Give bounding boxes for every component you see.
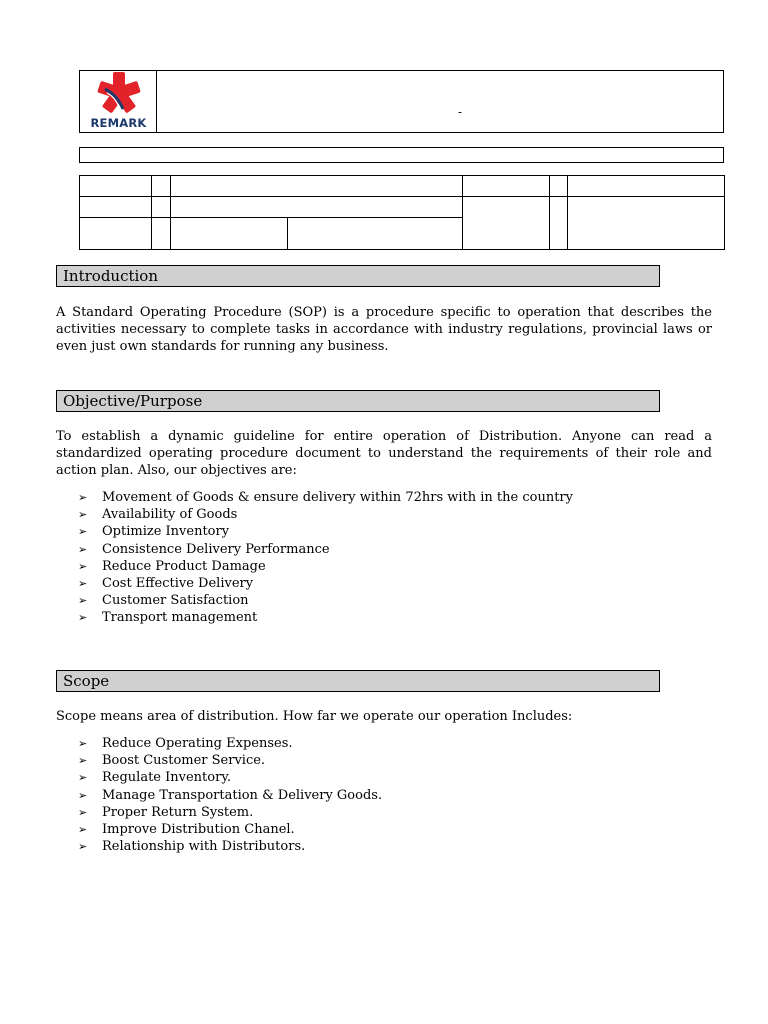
list-item: ➢ Cost Effective Delivery [78, 575, 254, 591]
meta-cell [80, 218, 152, 250]
logo-text: REMARK [90, 116, 147, 130]
scope-paragraph: Scope means area of distribution. How far we operate our operation Includes: [56, 709, 573, 724]
arrow-bullet-icon: ➢ [78, 576, 88, 590]
list-item: ➢ Improve Distribution Chanel. [78, 821, 295, 837]
arrow-bullet-icon: ➢ [78, 491, 88, 504]
meta-cell [550, 197, 568, 250]
objective-paragraph: To establish a dynamic guideline for entire operation of Distribution. Anyone can read a standardized operating procedure document to understand the requirements of their role and action plan. Also, our objectives are: [56, 429, 712, 479]
list-item: ➢ Customer Satisfaction [78, 593, 249, 609]
objective-list [78, 489, 573, 627]
list-item: ➢ Reduce Product Damage [78, 558, 266, 574]
list-item: ➢ Regulate Inventory. [78, 770, 232, 786]
list-item: ➢ Relationship with Distributors. [78, 839, 306, 855]
arrow-bullet-icon: ➢ [78, 525, 88, 539]
list-item: ➢ Availability of Goods [78, 507, 238, 523]
header-dash: - [458, 105, 463, 119]
meta-cell [152, 176, 171, 197]
list-item: ➢ Boost Customer Service. [78, 753, 266, 769]
meta-cell [80, 197, 152, 218]
meta-cell [152, 197, 171, 218]
document-meta-table [79, 175, 725, 250]
list-item: ➢ Consistence Delivery Performance [78, 541, 330, 557]
arrow-bullet-icon: ➢ [78, 840, 88, 854]
list-item: ➢ Reduce Operating Expenses. [78, 736, 293, 751]
meta-cell [463, 176, 550, 197]
meta-cell [568, 176, 725, 197]
arrow-bullet-icon: ➢ [78, 542, 88, 556]
meta-cell [171, 218, 288, 250]
meta-cell [80, 176, 152, 197]
arrow-bullet-icon: ➢ [78, 559, 88, 573]
arrow-bullet-icon: ➢ [78, 788, 88, 802]
arrow-bullet-icon: ➢ [78, 754, 88, 768]
list-item: ➢ Manage Transportation & Delivery Goods. [78, 787, 383, 803]
logo-cell [80, 71, 157, 132]
arrow-bullet-icon: ➢ [78, 805, 88, 819]
introduction-paragraph: A Standard Operating Procedure (SOP) is a procedure specific to operation that describes the activities necessary to complete tasks in accordance with industry regulations, provincial laws or even just own standards for running any business. [56, 305, 712, 355]
meta-cell [463, 197, 550, 250]
meta-cell [152, 218, 171, 250]
remark-logo-icon [80, 71, 157, 117]
arrow-bullet-icon: ➢ [78, 822, 88, 836]
document-header [79, 70, 724, 133]
objective-heading: Objective/Purpose [56, 390, 660, 412]
list-item: ➢ Transport management [78, 610, 258, 626]
list-item: ➢ Optimize Inventory [78, 524, 230, 540]
meta-cell [288, 218, 463, 250]
scope-heading: Scope [56, 670, 660, 692]
meta-cell [568, 197, 725, 250]
title-bar [79, 147, 724, 163]
meta-cell [550, 176, 568, 197]
arrow-bullet-icon: ➢ [78, 737, 88, 750]
arrow-bullet-icon: ➢ [78, 771, 88, 785]
arrow-bullet-icon: ➢ [78, 508, 88, 522]
meta-cell [171, 197, 463, 218]
scope-list [78, 735, 382, 855]
meta-cell [171, 176, 463, 197]
arrow-bullet-icon: ➢ [78, 611, 88, 625]
list-item: ➢ Movement of Goods & ensure delivery within 72hrs with in the country [78, 490, 573, 505]
list-item: ➢ Proper Return System. [78, 804, 254, 820]
introduction-heading: Introduction [56, 265, 660, 287]
arrow-bullet-icon: ➢ [78, 594, 88, 608]
